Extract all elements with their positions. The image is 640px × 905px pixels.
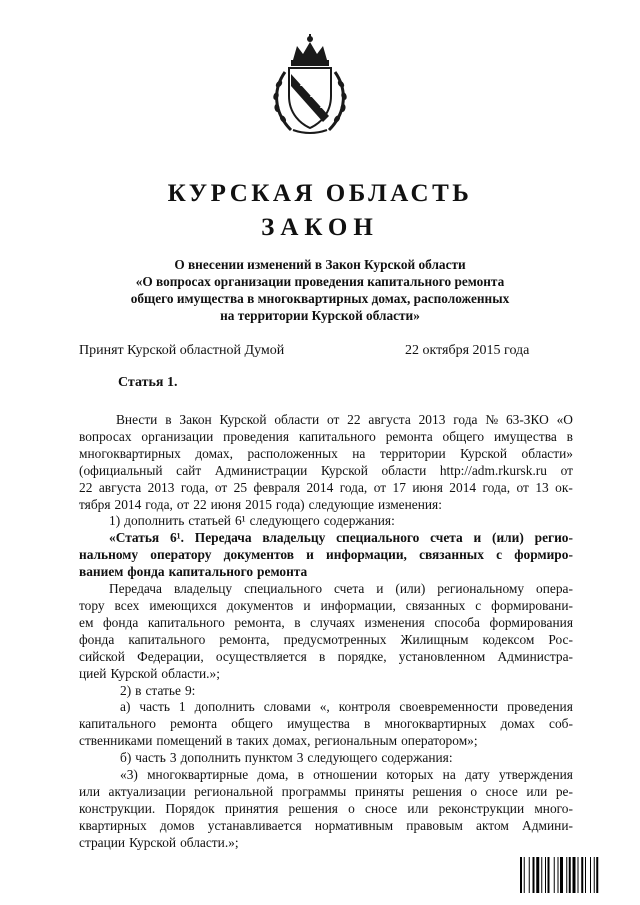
word: на [442, 767, 456, 783]
word: о [470, 783, 478, 799]
text-line [79, 649, 573, 666]
text-line [79, 581, 573, 598]
word: реконструкции [438, 800, 525, 816]
word: таких [236, 733, 269, 749]
word: 2015 [245, 496, 272, 512]
word: нормативным [314, 817, 394, 833]
region-name: КУРСКАЯ ОБЛАСТЬ [167, 180, 473, 207]
word: и [473, 530, 482, 546]
word: августа [368, 412, 411, 427]
word: сносе [485, 783, 518, 799]
barcode-bar [548, 857, 550, 893]
word: статье [145, 682, 181, 698]
word: программы [281, 783, 347, 799]
barcode-bar [560, 857, 563, 893]
barcode-bar [558, 857, 559, 893]
word: которых [386, 767, 434, 783]
word: утверждения [499, 767, 573, 783]
text-line [79, 412, 573, 429]
word: часть [139, 699, 170, 715]
word: Передача [194, 530, 252, 546]
word: следующие [308, 496, 374, 512]
text-line [79, 513, 573, 530]
word: 6¹ [234, 513, 246, 529]
word: сайт [176, 462, 202, 478]
word: августа [98, 479, 142, 495]
word: или [407, 800, 429, 816]
word: сийской [79, 648, 125, 664]
word: дополнить [124, 513, 185, 529]
text-line [79, 835, 573, 852]
text-line [79, 750, 573, 767]
word: регио- [534, 530, 573, 546]
word: следующего [307, 750, 378, 766]
word: решения [412, 783, 462, 799]
word: следующего [249, 513, 320, 529]
barcode-icon [520, 857, 620, 893]
word: установленном [398, 648, 486, 664]
word: а) [120, 699, 131, 715]
word: «О [556, 412, 573, 427]
word: счета [333, 581, 365, 597]
adopted-by: Принят Курской областной Думой [79, 343, 285, 358]
barcode-bar [596, 857, 598, 893]
adoption-date: 22 октября 2015 года [405, 343, 530, 358]
document-type: ЗАКОН [261, 214, 379, 241]
word: документов [223, 547, 294, 563]
word: региональной [194, 783, 274, 799]
barcode-bar [524, 857, 525, 893]
word: владельцу [173, 581, 233, 597]
word: актуализации [108, 783, 186, 799]
word: года, [339, 479, 368, 495]
word: и [303, 597, 311, 613]
word: 22 [79, 479, 93, 495]
word: региональным [314, 733, 398, 749]
word: дома, [257, 767, 289, 783]
word: в [364, 716, 371, 732]
word: области.»; [161, 665, 220, 681]
word: года, [482, 479, 511, 495]
word: формировани- [491, 597, 573, 613]
word: в [135, 682, 142, 698]
word: нальному [79, 547, 139, 563]
word: года [453, 412, 478, 427]
barcode-bar [536, 857, 539, 893]
word: 13 [535, 479, 549, 495]
word: в [319, 648, 326, 664]
word: или [79, 783, 101, 799]
word: и [306, 547, 314, 563]
word: организации [141, 428, 214, 444]
word: Внести [116, 412, 158, 427]
word: счета [430, 530, 463, 546]
barcode-bar [585, 857, 586, 893]
word: 2013 [418, 412, 446, 427]
article-body [79, 412, 573, 852]
word: Закон [179, 412, 212, 427]
word: на [352, 445, 366, 461]
word: Жилищным [400, 631, 469, 647]
word: ванием [79, 564, 124, 580]
word: 63-ЗКО [505, 412, 549, 427]
barcode-bar [578, 857, 579, 893]
word: фонда [102, 614, 139, 630]
barcode-bar [533, 857, 535, 893]
word: Курской [219, 412, 267, 427]
word: 9: [184, 682, 196, 698]
text-line [79, 530, 573, 547]
barcode-bar [594, 857, 595, 893]
barcode-bar [529, 857, 530, 893]
word: имущества [493, 428, 557, 444]
word: 2013 [147, 479, 175, 495]
word: дополнить [180, 750, 241, 766]
text-line [79, 429, 573, 446]
word: (официальный [79, 462, 163, 478]
word: домов [159, 817, 195, 833]
word: многоквартирных [384, 716, 487, 732]
word: 25 [233, 479, 248, 495]
word: с [475, 597, 482, 613]
text-line [79, 598, 573, 615]
word: 17 [392, 479, 406, 495]
word: http://adm.rkursk.ru [439, 462, 547, 478]
word: Курской [129, 834, 177, 850]
word: всех [114, 597, 140, 613]
word: ремонта [385, 428, 433, 444]
word: Администрации [214, 462, 308, 478]
word: кодексом [482, 631, 535, 647]
word: ремонта, [234, 614, 285, 630]
word: информации, [320, 597, 396, 613]
word: способа [434, 614, 480, 630]
word: статьей [188, 513, 231, 529]
word: часть [135, 750, 166, 766]
word: Рос- [548, 631, 573, 647]
word: в [566, 428, 573, 444]
law-title-line: на территории Курской области» [220, 308, 420, 323]
text-line [79, 666, 573, 683]
barcode-bar [545, 857, 546, 893]
word: от [516, 479, 529, 495]
word: документов [226, 597, 294, 613]
word: имеющихся [149, 597, 217, 613]
word: 3 [296, 750, 304, 766]
word: территории [379, 445, 446, 461]
word: 22 [347, 412, 361, 427]
word: имущества [287, 716, 350, 732]
word: общего [442, 428, 485, 444]
word: июня [210, 496, 242, 512]
barcode-bar [581, 857, 583, 893]
word: содержания: [323, 513, 395, 529]
word: содержания: [381, 750, 453, 766]
barcode-bar [566, 857, 567, 893]
text-line [79, 733, 573, 750]
word: области.»; [180, 834, 239, 850]
word: дополнить [194, 699, 255, 715]
word: в [165, 412, 172, 427]
word: «Статья [109, 530, 160, 546]
law-title-line: общего имущества в многоквартирных домах, расположенных [130, 291, 510, 306]
word: оператору [150, 547, 212, 563]
word: формиро- [514, 547, 573, 563]
word: изменения [364, 614, 425, 630]
word: предусмотренных [283, 631, 387, 647]
text-line [79, 716, 573, 733]
word: расположенных [247, 445, 338, 461]
word: Курской [320, 462, 368, 478]
text-line [79, 784, 573, 801]
word: 1 [178, 699, 186, 715]
barcode-bar [573, 857, 576, 893]
coat-of-arms-emblem [267, 34, 353, 136]
word: ремонта, [219, 631, 270, 647]
word: специального [244, 581, 323, 597]
barcode-bar [590, 857, 591, 893]
word: порядке, [337, 648, 387, 664]
text-line [79, 801, 573, 818]
word: вопросах [79, 428, 132, 444]
word: фонда [79, 631, 115, 647]
word: Курской [110, 665, 158, 681]
word: 2014 [449, 479, 477, 495]
word: от [326, 412, 340, 427]
word: владельцу [262, 530, 326, 546]
text-line [79, 463, 573, 480]
law-title-line: «О вопросах организации проведения капитального ремонта [135, 274, 505, 289]
word: 2014 [114, 496, 142, 512]
word: 3 [169, 750, 177, 766]
word: Админи- [522, 817, 573, 833]
word: региональному [437, 581, 525, 597]
word: капитального [298, 428, 376, 444]
word: 2) [120, 682, 132, 698]
word: актом [476, 817, 509, 833]
word: (или) [491, 530, 524, 546]
word: или [526, 783, 548, 799]
word: от [560, 462, 573, 478]
text-line [79, 480, 573, 497]
word: тору [79, 597, 105, 613]
word: принятия [224, 800, 279, 816]
article-heading: Статья 1. [118, 375, 178, 390]
word: б) [120, 750, 132, 766]
word: словами [263, 699, 311, 715]
word: ок- [555, 479, 573, 495]
word: оператором»; [401, 733, 478, 749]
word: 2014 [306, 479, 334, 495]
word: связанных [405, 597, 466, 613]
word: Федерации, [137, 648, 204, 664]
word: Администра- [497, 648, 573, 664]
law-title-line: О внесении изменений в Закон Курской области [174, 257, 466, 272]
word: от [214, 479, 228, 495]
word: информации, [326, 547, 407, 563]
word: помещений [156, 733, 223, 749]
word: ремонта [257, 564, 308, 580]
word: в [226, 733, 233, 749]
word: многоквартирных [79, 445, 181, 461]
word: 6¹. [169, 530, 185, 546]
word: своевременности [399, 699, 499, 715]
word: ре- [555, 783, 573, 799]
word: Курской [460, 445, 508, 461]
word: соб- [549, 716, 573, 732]
word: капитального [168, 564, 254, 580]
text-line [79, 446, 573, 463]
word: приняты [354, 783, 405, 799]
word: много- [534, 800, 573, 816]
word: 22 [193, 496, 207, 512]
word: домах, [195, 445, 233, 461]
word: осуществляется [215, 648, 307, 664]
word: устанавливается [207, 817, 302, 833]
word: (или) [395, 581, 426, 597]
word: Передача [109, 581, 162, 597]
text-line [79, 699, 573, 716]
text-line [79, 615, 573, 632]
word: с [496, 547, 503, 563]
word: контроля [338, 699, 391, 715]
word: от [176, 496, 190, 512]
word: опера- [536, 581, 573, 597]
word: «, [319, 699, 330, 715]
word: сносе [365, 800, 398, 816]
word: № [485, 412, 499, 427]
word: ем [79, 614, 94, 630]
word: капитального [128, 631, 206, 647]
word: формирования [489, 614, 573, 630]
word: года, [180, 479, 209, 495]
text-line [79, 547, 573, 564]
word: области [381, 462, 427, 478]
word: капитального [79, 716, 156, 732]
barcode-bar [569, 857, 571, 893]
word: правовым [406, 817, 463, 833]
text-line [79, 497, 573, 514]
word: отношении [313, 767, 378, 783]
word: многоквартирные [147, 767, 249, 783]
word: проведения [507, 699, 573, 715]
word: решения [288, 800, 338, 816]
word: ремонта [170, 716, 218, 732]
word: дату [465, 767, 490, 783]
word: связанных [419, 547, 484, 563]
word: июня [412, 479, 443, 495]
barcode-bar [541, 857, 542, 893]
word: в [297, 767, 304, 783]
text-line [79, 767, 573, 784]
word: цией [79, 665, 107, 681]
word: домах, [272, 733, 311, 749]
word: 1) [109, 513, 121, 529]
word: проведения [223, 428, 289, 444]
word: домах [500, 716, 535, 732]
word: изменения: [377, 496, 442, 512]
text-line [79, 683, 573, 700]
word: квартирных [79, 817, 147, 833]
word: в [294, 614, 301, 630]
word: февраля [253, 479, 301, 495]
word: года, [145, 496, 173, 512]
text-line [79, 632, 573, 649]
word: и [376, 581, 384, 597]
word: от [373, 479, 387, 495]
text-line [79, 818, 573, 835]
barcode-bar [520, 857, 522, 893]
word: пунктом [244, 750, 293, 766]
word: года) [275, 496, 305, 512]
word: капитального [147, 614, 225, 630]
law-title [100, 256, 540, 324]
word: Порядок [165, 800, 215, 816]
word: области [274, 412, 320, 427]
text-line [79, 564, 573, 581]
word: конструкции. [79, 800, 156, 816]
barcode-bar [554, 857, 555, 893]
word: специального [336, 530, 420, 546]
word: случаях [310, 614, 355, 630]
word: страции [79, 834, 126, 850]
word: тября [79, 496, 111, 512]
word: фонда [127, 564, 165, 580]
word: ственниками [79, 733, 153, 749]
word: о [348, 800, 355, 816]
word: общего [231, 716, 273, 732]
word: области» [521, 445, 573, 461]
word: «3) [120, 767, 138, 783]
